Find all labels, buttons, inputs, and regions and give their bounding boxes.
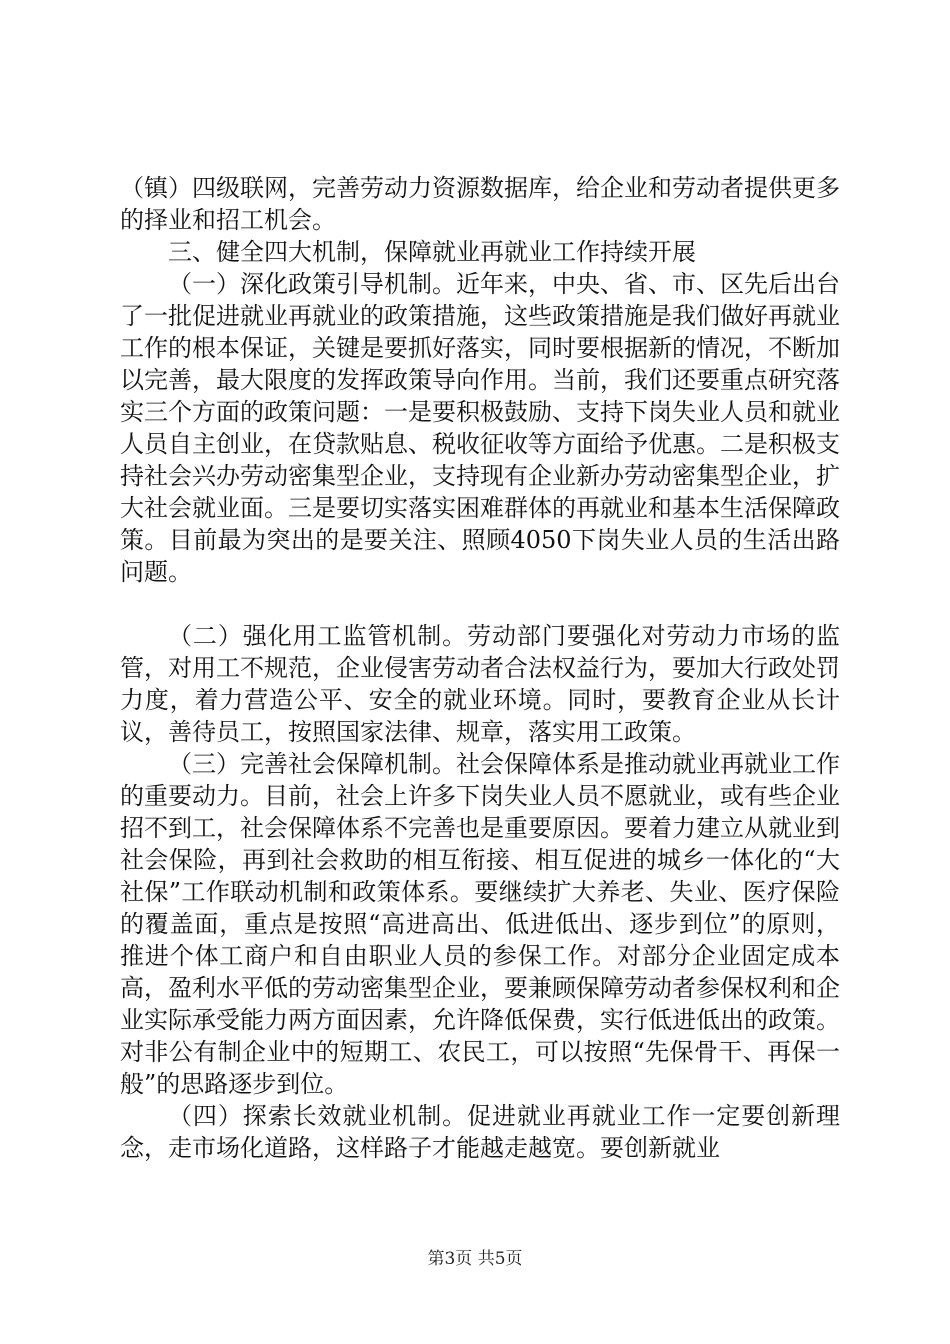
paragraph-long-term-mechanism: （四）探索长效就业机制。促进就业再就业工作一定要创新理念，走市场化道路，这样路子才能越走越宽。要创新就业	[120, 1102, 840, 1162]
paragraph-continuation: （镇）四级联网，完善劳动力资源数据库，给企业和劳动者提供更多的择业和招工机会。	[120, 174, 840, 234]
paragraph-policy-guidance: （一）深化政策引导机制。近年来，中央、省、市、区先后出台了一批促进就业再就业的政策措施，这些政策措施是我们做好再就业工作的根本保证，关键是要抓好落实，同时要根据新的情况，不断加以完善，最大限度的发挥政策导向作用。当前，我们还要重点研究落实三个方面的政策问题：一是要积极鼓励、支持下岗失业人员和就业人员自主创业，在贷款贴息、税收征收等方面给予优惠。二是积极支持社会兴办劳动密集型企业，支持现有企业新办劳动密集型企业，扩大社会就业面。三是要切实落实困难群体的再就业和基本生活保障政策。目前最为突出的是要关注、照顾4050下岗失业人员的生活出路问题。	[120, 270, 840, 586]
document-body	[120, 172, 840, 1164]
paragraph-social-security: （三）完善社会保障机制。社会保障体系是推动就业再就业工作的重要动力。目前，社会上许多下岗失业人员不愿就业，或有些企业招不到工，社会保障体系不完善也是重要原因。要着力建立从就业到社会保险，再到社会救助的相互衔接、相互促进的城乡一体化的“大社保”工作联动机制和政策体系。要继续扩大养老、失业、医疗保险的覆盖面，重点是按照“高进高出、低进低出、逐步到位”的原则，推进个体工商户和自由职业人员的参保工作。对部分企业固定成本高，盈利水平低的劳动密集型企业，要兼顾保障劳动者参保权利和企业实际承受能力两方面因素，允许降低保费，实行低进低出的政策。对非公有制企业中的短期工、农民工，可以按照“先保骨干、再保一般”的思路逐步到位。	[120, 750, 840, 1098]
paragraph-employment-supervision: （二）强化用工监管机制。劳动部门要强化对劳动力市场的监管，对用工不规范，企业侵害劳动者合法权益行为，要加大行政处罚力度，着力营造公平、安全的就业环境。同时，要教育企业从长计议，善待员工，按照国家法律、规章，落实用工政策。	[120, 622, 840, 746]
section-heading: 三、健全四大机制，保障就业再就业工作持续开展	[168, 238, 696, 266]
page-number-footer: 第3页 共5页	[427, 1249, 523, 1269]
